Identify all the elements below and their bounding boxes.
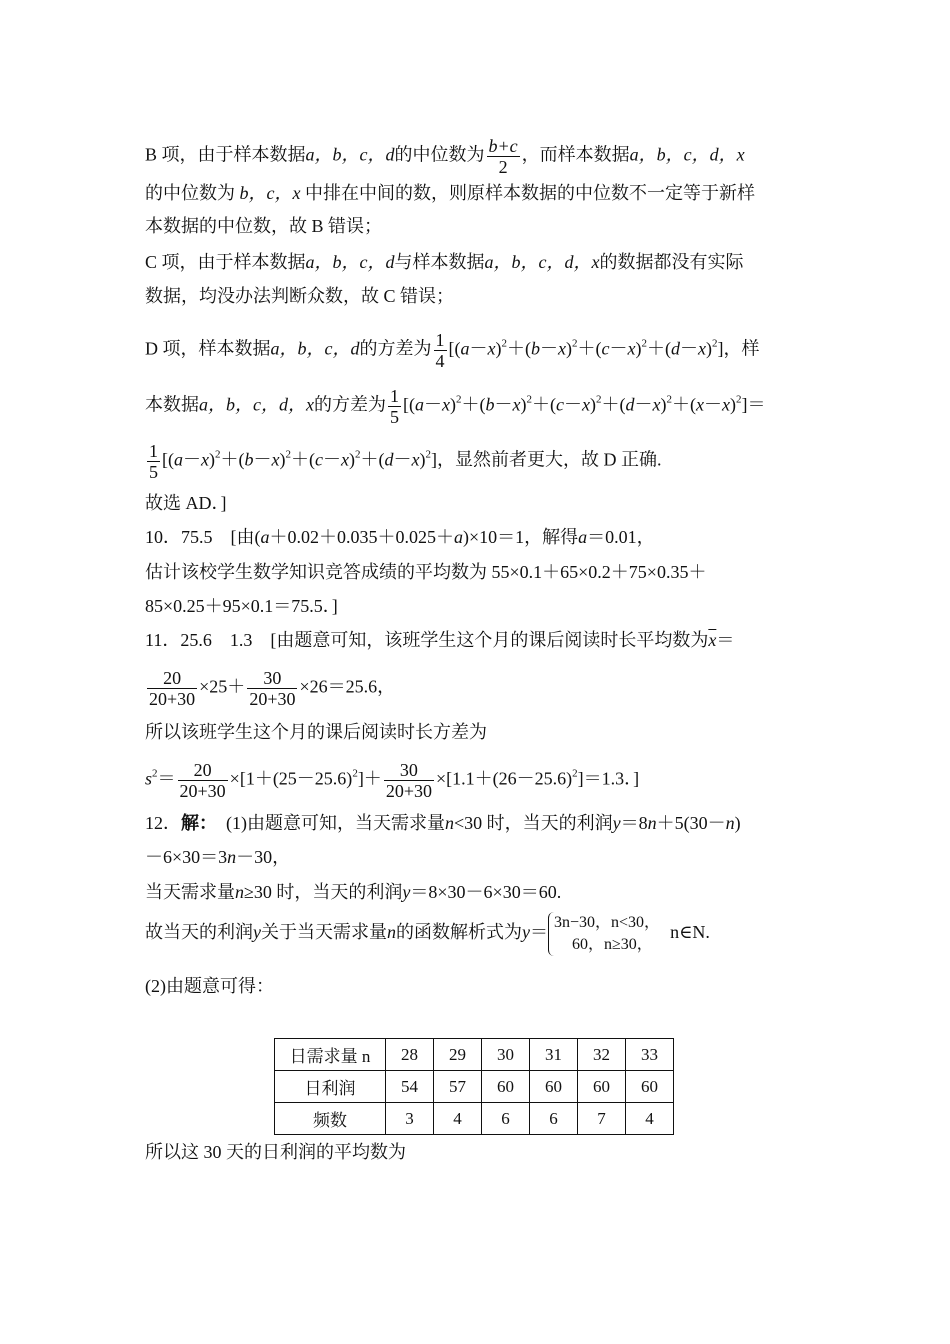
- table-cell: 6: [482, 1103, 530, 1135]
- q12-line1: 12．解： (1)由题意可知，当天需求量n<30 时，当天的利润y＝8n＋5(30－n): [145, 813, 741, 833]
- q12-part2: (2)由题意可得：: [145, 976, 274, 996]
- conclusion-9: 故选 AD．]: [145, 493, 227, 513]
- fraction-median: $\frac{b+c}{2}$: [488, 136, 518, 177]
- table-cell: 54: [386, 1071, 434, 1103]
- q12-piecewise: 故当天的利润y关于当天需求量n的函数解析式为y＝ 3n−30，n<30， 60，n≥30， n∈N.: [145, 912, 710, 956]
- table-cell: 4: [626, 1103, 674, 1135]
- q11-line1: 11．25.6 1.3 [由题意可知，该班学生这个月的课后阅读时长平均数为$\overline{x}=$: [145, 630, 735, 650]
- table-cell: 33: [626, 1039, 674, 1071]
- table-cell: 4: [434, 1103, 482, 1135]
- c-item-line1: C 项，由于样本数据a，b，c，d与样本数据a，b，c，d，x的数据都没有实际: [145, 252, 744, 272]
- q12-line3: 当天需求量n≥30 时，当天的利润y＝8×30－6×30＝60.: [145, 882, 562, 902]
- table-row: [275, 1103, 674, 1135]
- table-cell: 3: [386, 1103, 434, 1135]
- table-row-header: 日利润: [275, 1071, 386, 1103]
- b-item-line3: 本数据的中位数，故 B 错误；: [145, 216, 383, 236]
- table-row: [275, 1071, 674, 1103]
- q11-mean-formula: $\frac{20}{20+30}$ ×25＋ $\frac{30}{20+30}$ ×26＝25.6，: [149, 668, 396, 709]
- table-cell: 31: [530, 1039, 578, 1071]
- b-item-line2: 的中位数为 b，c，x 中排在中间的数，则原样本数据的中位数不一定等于新样: [145, 183, 755, 203]
- table-cell: 28: [386, 1039, 434, 1071]
- d-item-line2: 本数据a，b，c，d，x的方差为 $\frac{1}{5}$ $[(a-x)^2+(b-x)^2+(c-x)^2+(d-x)^2+(x-x)^2]=$: [145, 386, 766, 427]
- c-item-line2: 数据，均没办法判断众数，故 C 错误；: [145, 286, 455, 306]
- b-item-line1: B 项，由于样本数据a，b，c，d的中位数为 $\frac{b+c}{2}$ ，而样本数据a，b，c，d，x: [145, 136, 745, 177]
- q10-line1: 10．75.5 [由(a＋0.02＋0.035＋0.025＋a)×10＝1，解得a＝0.01，: [145, 527, 655, 547]
- q11-line3: 所以该班学生这个月的课后阅读时长方差为: [145, 722, 487, 742]
- q10-line2: 估计该校学生数学知识竞答成绩的平均数为 55×0.1＋65×0.2＋75×0.35＋: [145, 562, 707, 582]
- d-item-line1: D 项，样本数据a，b，c，d的方差为 $\frac{1}{4}$ $[(a-x)^2+(b-x)^2+(c-x)^2+(d-x)^2]$，样: [145, 330, 760, 371]
- fraction-fifth: $\frac{1}{5}$: [389, 386, 399, 427]
- q12-line2: －6×30＝3n－30，: [145, 847, 291, 867]
- table-cell: 60: [626, 1071, 674, 1103]
- table-row: [275, 1039, 674, 1071]
- table-row-header: 日需求量 n: [275, 1039, 386, 1071]
- table-cell: 6: [530, 1103, 578, 1135]
- table-cell: 60: [482, 1071, 530, 1103]
- table-cell: 29: [434, 1039, 482, 1071]
- piecewise-brace: 3n−30，n<30， 60，n≥30，: [548, 912, 660, 956]
- q10-line3: 85×0.25＋95×0.1＝75.5．]: [145, 596, 338, 616]
- demand-profit-table: [274, 1038, 674, 1135]
- table-cell: 60: [578, 1071, 626, 1103]
- final-line: 所以这 30 天的日利润的平均数为: [145, 1142, 406, 1162]
- table-cell: 7: [578, 1103, 626, 1135]
- q11-variance-formula: $s^2=$ $\frac{20}{20+30}$ $\times[1+(25-25.6)^2]+$ $\frac{30}{20+30}$ $\times[1.1+(26-25.6)^2]=1.3$．]: [145, 760, 640, 801]
- table-cell: 60: [530, 1071, 578, 1103]
- table-cell: 57: [434, 1071, 482, 1103]
- fraction-fifth-2: $\frac{1}{5}$: [149, 441, 158, 482]
- d-item-line3: $\frac{1}{5}$ $[(a-x)^2+(b-x)^2+(c-x)^2+(d-x)^2]$，显然前者更大，故 D 正确.: [149, 441, 662, 482]
- table-row-header: 频数: [275, 1103, 386, 1135]
- table-cell: 32: [578, 1039, 626, 1071]
- table-cell: 30: [482, 1039, 530, 1071]
- fraction-quarter: $\frac{1}{4}$: [435, 330, 445, 371]
